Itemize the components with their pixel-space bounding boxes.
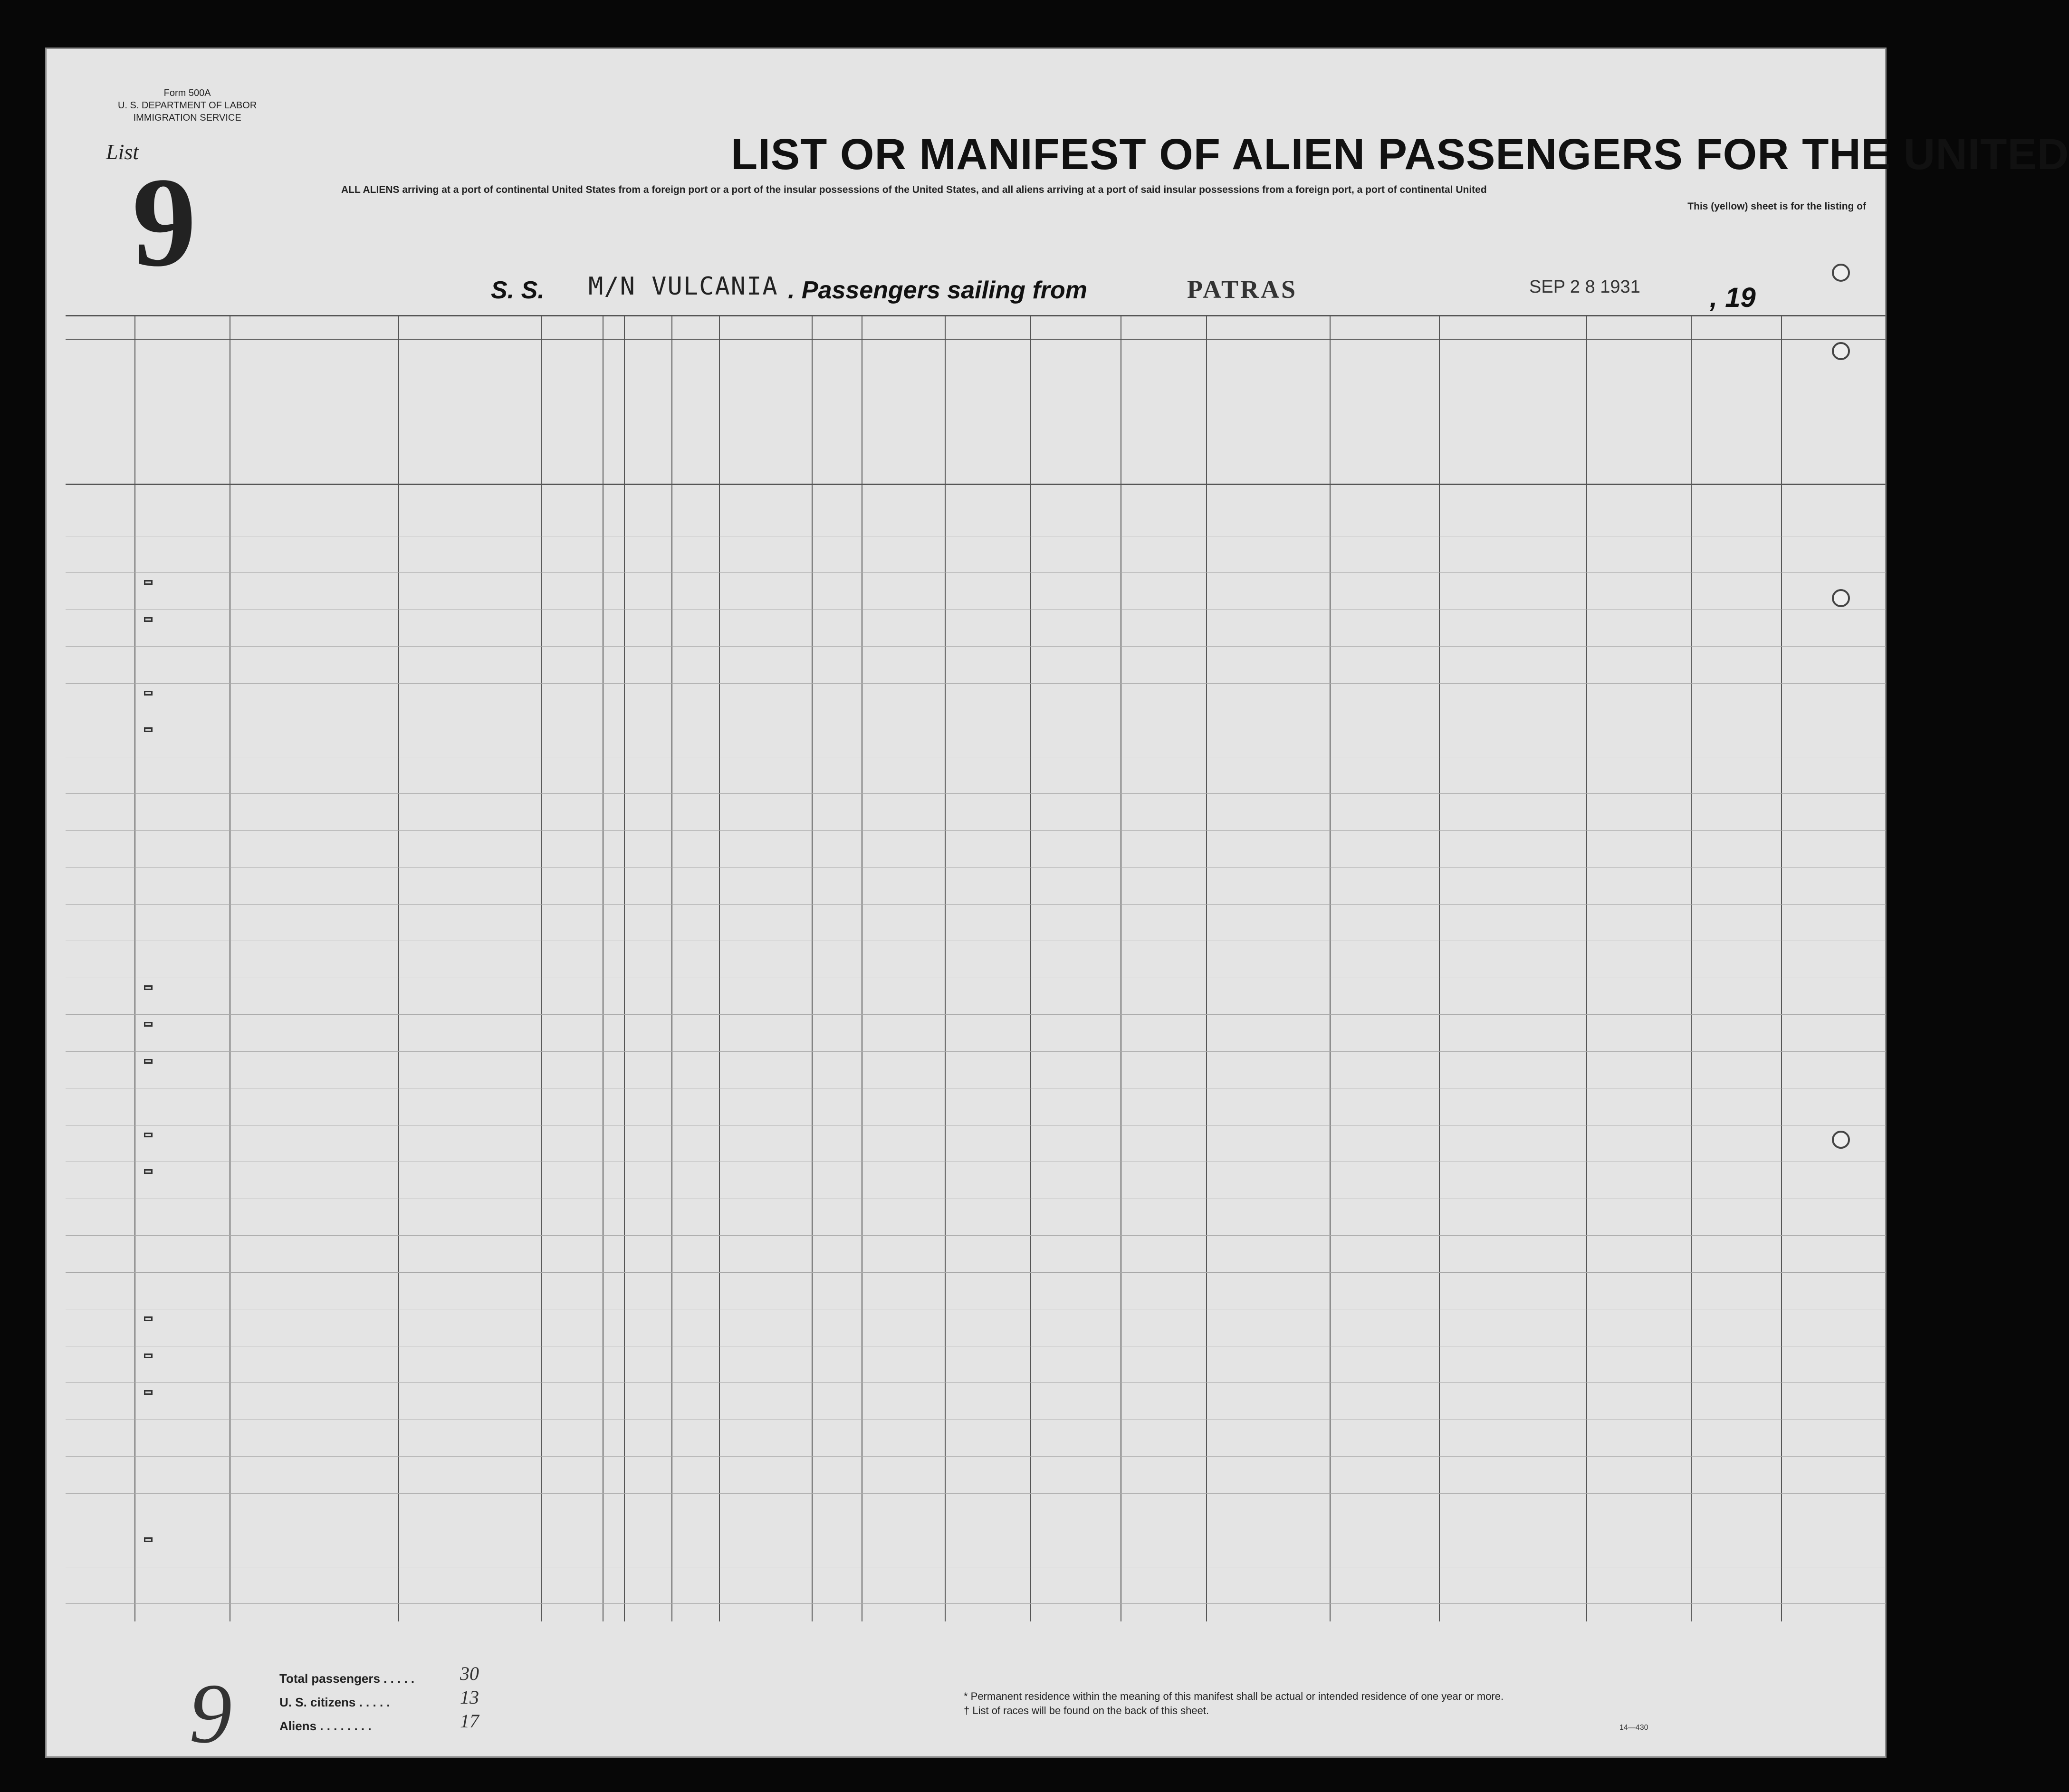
- column-divider: [1330, 315, 1331, 1621]
- form-label: Form 500A U. S. DEPARTMENT OF LABOR IMMIGRATION SERVICE: [118, 88, 257, 123]
- row-rule: [66, 1051, 1886, 1052]
- column-number-rule: [66, 339, 1886, 340]
- manifest-sheet: [45, 48, 2069, 1761]
- manifest-table: [66, 315, 1886, 1621]
- port-name: PATRAS: [1187, 275, 1298, 304]
- subtitle-line-1: ALL ALIENS arriving at a port of continental United States from a foreign port or a port of the insular possessions of the United States, and all aliens arriving at a port of said insular possessions from a foreign port, a port of continental United: [341, 184, 1487, 195]
- totals-labels: Total passengers . . . . . U. S. citizens . . . . . Aliens . . . . . . . .: [279, 1671, 415, 1733]
- us-citizen-stamp: [144, 580, 153, 585]
- row-rule: [66, 1014, 1886, 1015]
- footnote-residence: * Permanent residence within the meaning of this manifest shall be actual or intended residence of one year or more.: [964, 1690, 1504, 1702]
- column-divider: [671, 315, 672, 1621]
- us-citizen-stamp: [144, 1390, 153, 1395]
- row-rule: [66, 1235, 1886, 1236]
- binding-hole: [1832, 264, 1850, 282]
- binding-hole: [1832, 589, 1850, 607]
- column-divider: [812, 315, 813, 1621]
- subtitle-line-2: This (yellow) sheet is for the listing of: [1687, 201, 1866, 212]
- row-rule: [66, 1603, 1886, 1604]
- date-stamp: SEP 2 8 1931: [1529, 277, 1640, 297]
- column-divider: [719, 315, 720, 1621]
- column-divider: [1691, 315, 1692, 1621]
- ship-prefix: S. S.: [491, 276, 545, 304]
- us-citizen-stamp: [144, 1022, 153, 1027]
- list-number: 9: [132, 151, 196, 293]
- us-citizen-stamp: [144, 1537, 153, 1542]
- us-citizen-stamp: [144, 617, 153, 622]
- row-rule: [66, 646, 1886, 647]
- handwritten-page-mark: 9: [189, 1666, 232, 1761]
- us-citizen-stamp: [144, 1059, 153, 1064]
- column-divider: [624, 315, 625, 1621]
- totals-values: 30 13 17: [460, 1663, 479, 1732]
- header-bottom-rule: [66, 484, 1886, 485]
- binding-hole: [1832, 342, 1850, 360]
- column-divider: [541, 315, 542, 1621]
- row-rule: [66, 572, 1886, 573]
- column-divider: [398, 315, 399, 1621]
- us-citizen-stamp: [144, 1133, 153, 1137]
- column-divider: [1206, 315, 1207, 1621]
- ship-name: M/N VULCANIA: [588, 272, 778, 301]
- list-label: List: [106, 140, 139, 164]
- table-top-rule: [66, 315, 1886, 316]
- row-rule: [66, 830, 1886, 831]
- column-divider: [1030, 315, 1031, 1621]
- year-prefix: , 19: [1710, 282, 1756, 313]
- footnote-races: † List of races will be found on the back of this sheet.: [964, 1705, 1209, 1716]
- binding-hole: [1832, 1131, 1850, 1149]
- us-citizen-stamp: [144, 1169, 153, 1174]
- row-rule: [66, 1493, 1886, 1494]
- row-rule: [66, 1456, 1886, 1457]
- column-divider: [1586, 315, 1587, 1621]
- header-married: [643, 391, 657, 477]
- row-rule: [66, 904, 1886, 905]
- row-rule: [66, 1272, 1886, 1273]
- page-title: LIST OR MANIFEST OF ALIEN PASSENGERS FOR THE UNITED: [731, 130, 2069, 179]
- row-rule: [66, 683, 1886, 684]
- us-citizen-stamp: [144, 727, 153, 732]
- form-code: 14—430: [1619, 1724, 1648, 1732]
- us-citizen-stamp: [144, 985, 153, 990]
- column-divider: [945, 315, 946, 1621]
- row-rule: [66, 793, 1886, 794]
- us-citizen-stamp: [144, 691, 153, 696]
- column-divider: [1781, 315, 1782, 1621]
- us-citizen-stamp: [144, 1316, 153, 1321]
- column-divider: [1439, 315, 1440, 1621]
- column-divider: [134, 315, 135, 1621]
- us-citizen-stamp: [144, 1354, 153, 1358]
- row-rule: [66, 1382, 1886, 1383]
- sailing-from-label: . Passengers sailing from: [788, 276, 1088, 304]
